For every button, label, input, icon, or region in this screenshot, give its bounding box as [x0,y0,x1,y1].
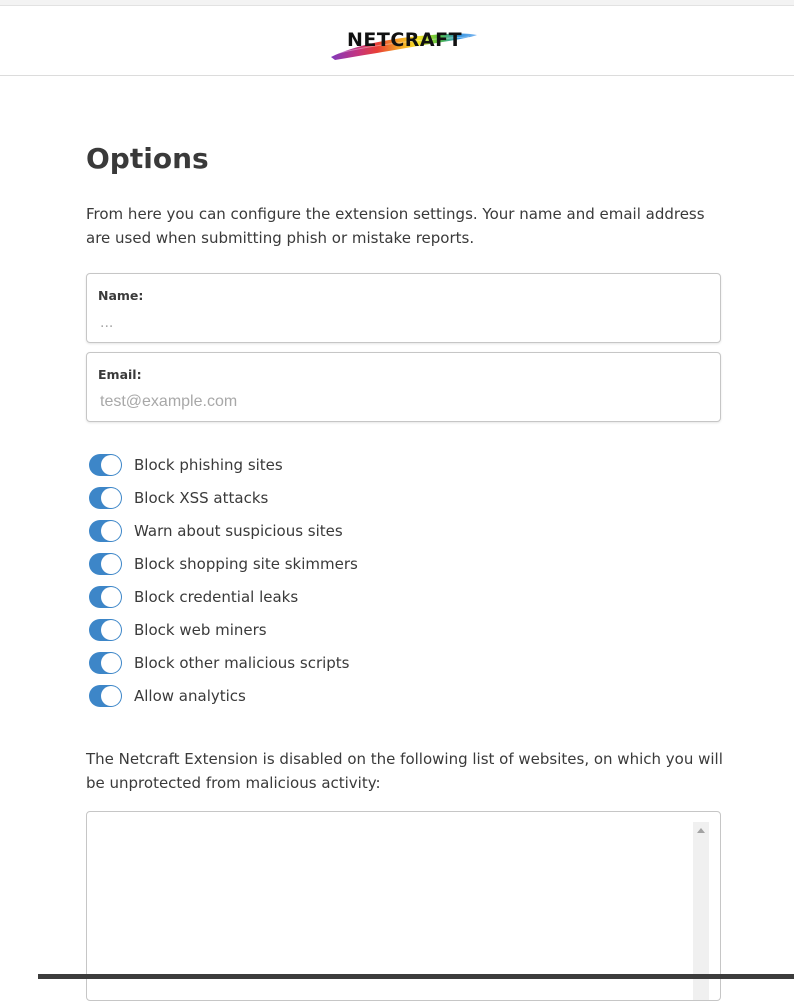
toggle-block-web-miners[interactable] [89,613,358,646]
toggle-block-skimmers[interactable] [89,547,358,580]
toggle-label: Block XSS attacks [134,488,269,507]
logo-wordmark: NETCRAFT [347,29,463,51]
toggle-switch[interactable] [89,487,122,509]
toggle-block-xss[interactable] [89,481,358,514]
toggle-block-phishing[interactable] [89,448,358,481]
toggle-knob [101,686,121,706]
toggle-switch[interactable] [89,454,122,476]
toggle-allow-analytics[interactable] [89,679,358,712]
toggle-knob [101,554,121,574]
toggle-label: Block web miners [134,620,267,639]
toggle-switch[interactable] [89,520,122,542]
toggle-knob [101,488,121,508]
settings-toggle-list [89,448,358,712]
name-field-card [86,273,721,343]
window-bottom-bar [38,974,794,979]
toggle-label: Warn about suspicious sites [134,521,343,540]
disabled-sites-description: The Netcraft Extension is disabled on the following list of websites, on which you will be unprotected from malicious activity: [86,750,723,792]
toggle-knob [101,620,121,640]
toggle-knob [101,653,121,673]
disabled-sites-textarea[interactable] [87,812,691,996]
toggle-warn-suspicious[interactable] [89,514,358,547]
name-input[interactable] [98,312,702,334]
toggle-label: Block shopping site skimmers [134,554,358,573]
email-input[interactable] [98,391,702,413]
toggle-block-malicious-scripts[interactable] [89,646,358,679]
toggle-label: Allow analytics [134,686,246,705]
toggle-switch[interactable] [89,553,122,575]
page-header [0,6,794,76]
toggle-knob [101,587,121,607]
page-title: Options [86,142,209,175]
toggle-knob [101,455,121,475]
name-label: Name: [98,288,144,303]
toggle-knob [101,521,121,541]
scroll-up-arrow-icon[interactable] [697,828,705,833]
toggle-switch[interactable] [89,619,122,641]
toggle-switch[interactable] [89,652,122,674]
disabled-sites-box [86,811,721,1001]
toggle-switch[interactable] [89,685,122,707]
toggle-block-credential-leaks[interactable] [89,580,358,613]
intro-text: From here you can configure the extension settings. Your name and email address are used when submitting phish or mistake reports. [86,205,705,247]
toggle-label: Block credential leaks [134,587,299,606]
netcraft-logo [329,26,479,64]
toggle-label: Block phishing sites [134,455,283,474]
email-field-card [86,352,721,422]
email-label: Email: [98,367,142,382]
toggle-label: Block other malicious scripts [134,653,350,672]
toggle-switch[interactable] [89,586,122,608]
